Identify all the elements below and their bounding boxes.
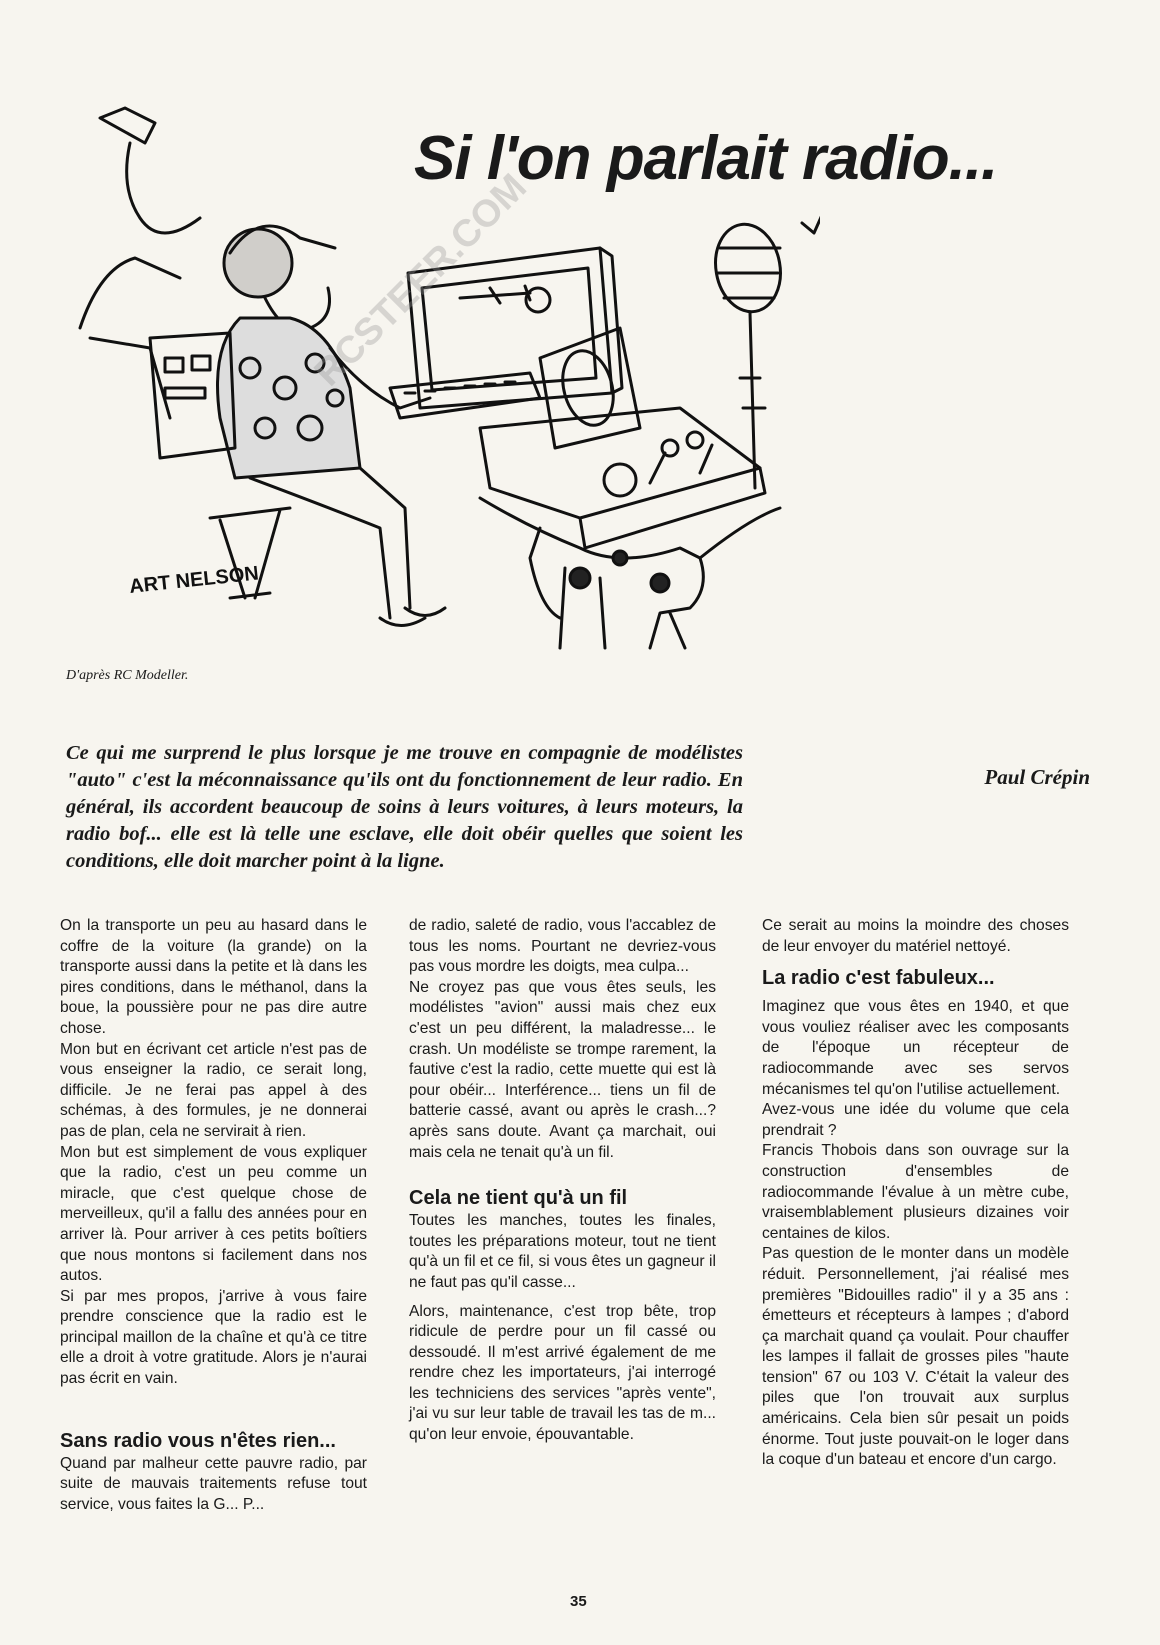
section-heading: Cela ne tient qu'à un fil — [409, 1187, 628, 1210]
column-2 — [409, 916, 716, 1446]
article-title: Si l'on parlait radio... — [414, 124, 998, 193]
column-1 — [60, 916, 367, 1515]
artist-signature: ART NELSON — [128, 562, 260, 598]
paragraph: Mon but est simplement de vous expliquer que la radio, c'est un peu comme un miracle, que c'est quelque chose de merveilleux, qu'il a fallu des années pour en arriver là. Pour arriver à ces petits boîtiers que nous montons si facilement dans nos autos. — [60, 1143, 367, 1285]
paragraph: Avez-vous une idée du volume que cela prendrait ? — [762, 1101, 1069, 1139]
paragraph: Mon but en écrivant cet article n'est pas de vous enseigner la radio, ce serait long, difficile. Je ne ferai pas appel à des schémas, à des formules, je ne donnerai pas de plan, cela ne servirait à rien. — [60, 1040, 367, 1140]
paragraph: Ne croyez pas que vous êtes seuls, les modélistes "avion" aussi mais chez eux c'est un peu différent, la maladresse... le crash. Un modéliste se trompe rarement, la fautive c'est la radio, cette muette qui est là pour obéir... Interférence... tiens un fil de batterie cassé, avant ou après le crash...? après sans doute. Avant ça marchait, oui mais cela ne tenait qu'à un fil. — [409, 978, 716, 1161]
lead-paragraph: Ce qui me surprend le plus lorsque je me trouve en compagnie de modélistes "auto" c'est la méconnaissance qu'ils ont du fonctionnement de leur radio. En général, ils accordent beaucoup de soins à leurs voitures, à leurs moteurs, la radio bof... elle est là telle une esclave, elle doit obéir quelles que soient les conditions, elle doit marcher point à la ligne. — [66, 742, 743, 872]
watermark-text: RCSTEER.COM — [306, 166, 535, 395]
column-3 — [762, 916, 1069, 1471]
illustration-caption: D'après RC Modeller. — [66, 668, 189, 683]
section-heading: Sans radio vous n'êtes rien... — [60, 1429, 336, 1452]
paragraph: Ce serait au moins la moindre des choses de leur envoyer du matériel nettoyé. — [762, 917, 1069, 955]
paragraph: de radio, saleté de radio, vous l'accablez de tous les noms. Pourtant ne devriez-vous pas vous mordre les doigts, mea culpa... — [409, 917, 716, 976]
paragraph: Imaginez que vous êtes en 1940, et que vous vouliez réaliser avec les composants de l'époque un récepteur de radiocommande avec ses servos mécanismes tel qu'on l'utilise actuellement. — [762, 998, 1069, 1098]
author-name: Paul Crépin — [984, 765, 1090, 789]
paragraph: Quand par malheur cette pauvre radio, par suite de mauvais traitements refuse tout service, vous faites la G... P... — [60, 1454, 367, 1513]
cartoon-illustration — [60, 88, 820, 668]
paragraph: Alors, maintenance, c'est trop bête, trop ridicule de perdre pour un fil cassé ou dessoudé. Il m'est arrivé également de me rendre chez les importateurs, j'ai interrogé les techniciens des services "après vente", j'ai vu sur leur table de travail les tas de m... qu'on leur envoie, épouvantable. — [409, 1302, 716, 1444]
paragraph: On la transporte un peu au hasard dans le coffre de la voiture (la grande) on la transporte aussi dans la petite et là dans les pires conditions, dans le méthanol, dans la boue, la poussière pour ne pas dire autre chose. — [60, 917, 367, 1037]
page-number: 35 — [570, 1593, 587, 1610]
paragraph: Francis Thobois dans son ouvrage sur la construction d'ensembles de radiocommande l'évalue à un mètre cube, vraisemblablement plusieurs dizaines voir centaines de kilos. — [762, 1142, 1069, 1242]
paragraph: Si par mes propos, j'arrive à vous faire prendre conscience que la radio est le principal maillon de la chaîne et qu'à ce titre elle a droit à votre gratitude. Alors je n'aurai pas écrit en vain. — [60, 1287, 367, 1388]
paragraph: Pas question de le monter dans un modèle réduit. Personnellement, j'ai réalisé mes premières "Bidouilles radio" il y a 35 ans : émetteurs et récepteurs à lampes ; d'abord ça marchait quand ça voulait. Pour chauffer les lampes il fallait de grosses piles "haute tension" 67 ou 103 V. C'était la valeur des piles que l'on trouvait aux surplus américains. Cela bien sûr pesait un poids énorme. Tout juste pouvait-on le loger dans la coque d'un bateau et encore d'un cargo. — [762, 1245, 1069, 1469]
section-heading: La radio c'est fabuleux... — [762, 967, 995, 990]
paragraph: Toutes les manches, toutes les finales, toutes les préparations moteur, tout ne tient qu'à un fil et ce fil, si vous êtes un gagneur il ne faut pas qu'il casse... — [409, 1212, 716, 1291]
